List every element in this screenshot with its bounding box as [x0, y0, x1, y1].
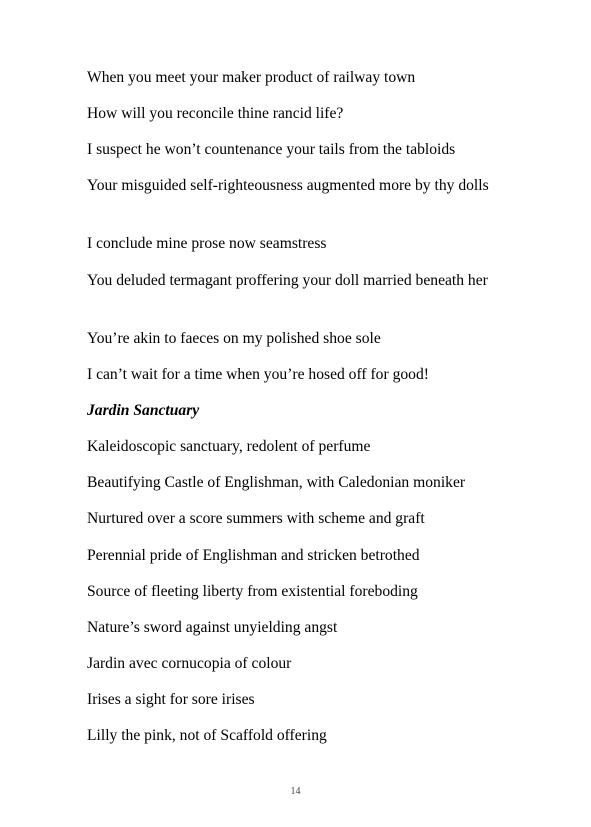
poem-line: Jardin avec cornucopia of colour — [87, 655, 292, 672]
poem-line: When you meet your maker product of railway town — [87, 69, 416, 86]
poem-line: Your misguided self-righteousness augmented more by thy dolls — [87, 177, 489, 194]
poem-line: You’re akin to faeces on my polished shoe sole — [87, 330, 381, 347]
poem-line: How will you reconcile thine rancid life? — [87, 105, 344, 122]
poem-line: Lilly the pink, not of Scaffold offering — [87, 727, 327, 744]
poem-line: I conclude mine prose now seamstress — [87, 235, 327, 252]
poem-line: Beautifying Castle of Englishman, with Caledonian moniker — [87, 474, 466, 491]
poem-line: I can’t wait for a time when you’re hosed off for good! — [87, 366, 429, 383]
poem-line: Nature’s sword against unyielding angst — [87, 619, 338, 636]
poem-line: Kaleidoscopic sanctuary, redolent of perfume — [87, 438, 371, 455]
poem-line: Source of fleeting liberty from existential foreboding — [87, 583, 418, 600]
poem-title: Jardin Sanctuary — [87, 402, 200, 419]
poem-line: I suspect he won’t countenance your tails from the tabloids — [87, 141, 456, 158]
page-number: 14 — [290, 786, 301, 797]
poem-line: You deluded termagant proffering your doll married beneath her — [87, 272, 488, 289]
poem-line: Perennial pride of Englishman and stricken betrothed — [87, 547, 420, 564]
poem-line: Irises a sight for sore irises — [87, 691, 255, 708]
poem-line: Nurtured over a score summers with scheme and graft — [87, 510, 425, 527]
